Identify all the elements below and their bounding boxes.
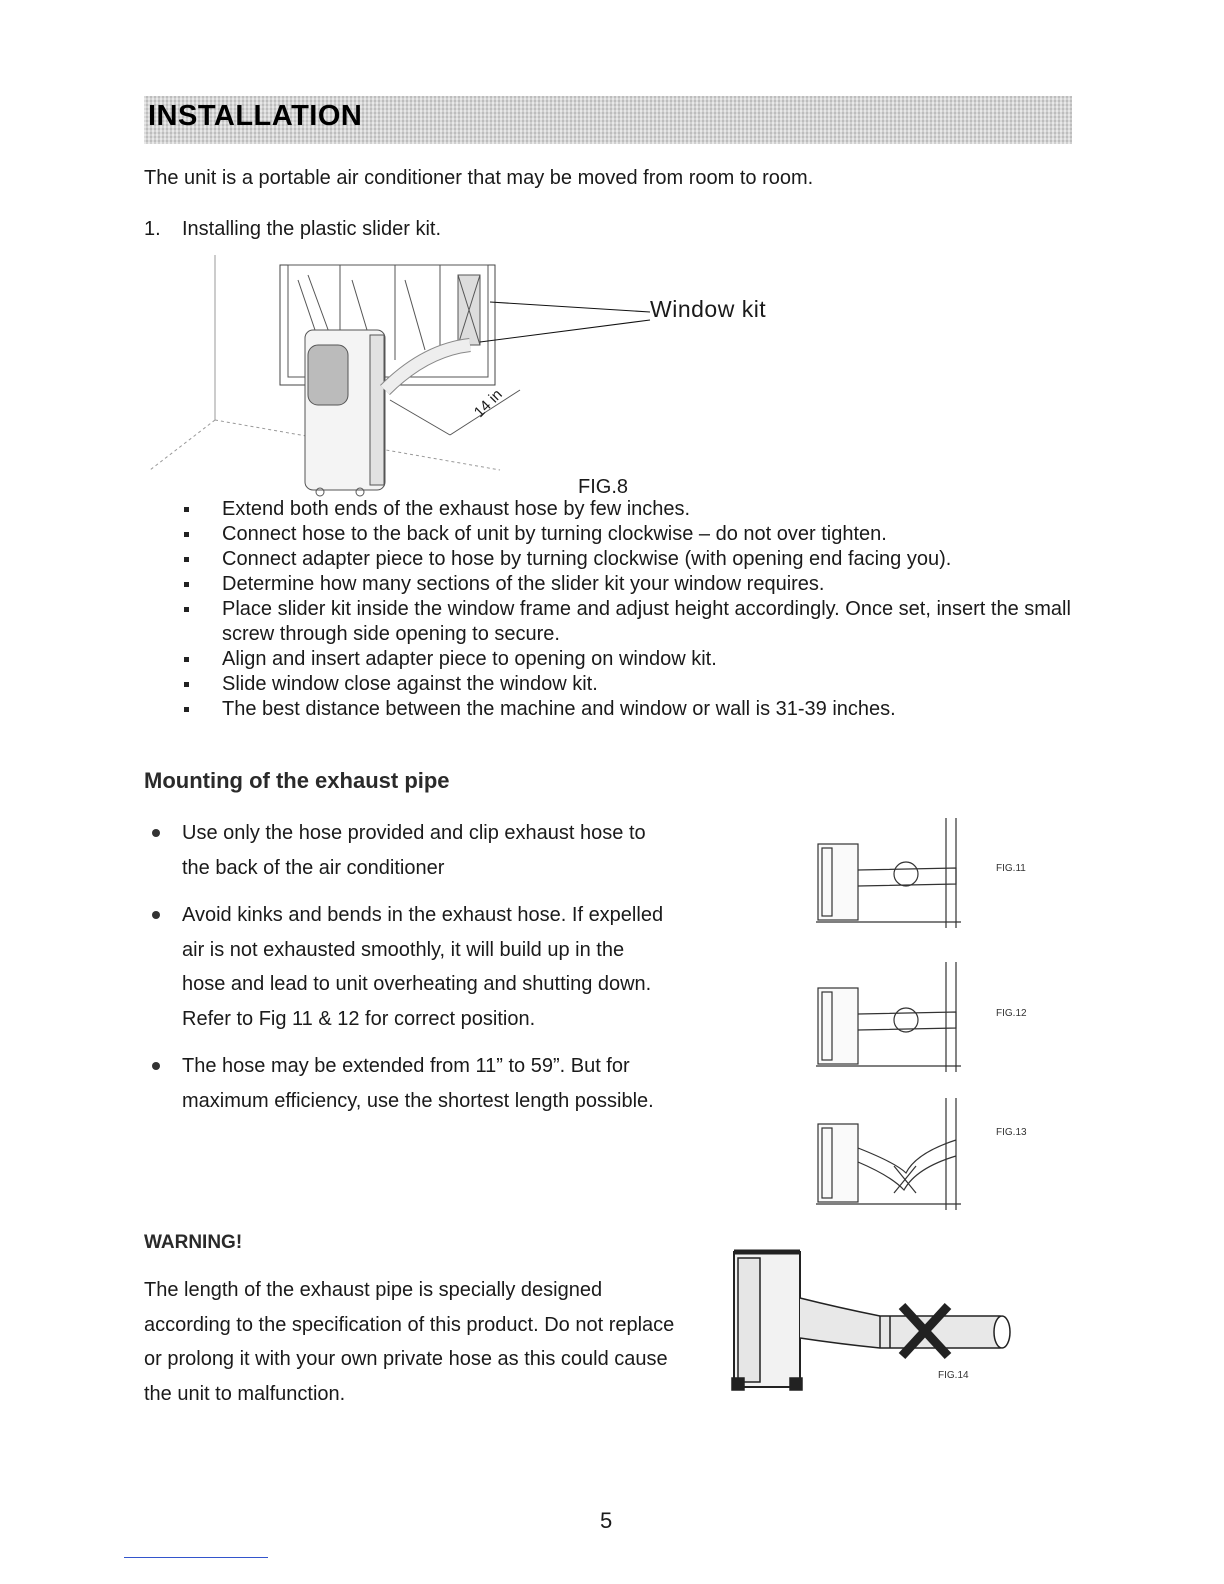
fig12-illustration [816, 962, 966, 1072]
fig8-caption: FIG.8 [578, 476, 629, 498]
list-item: Slide window close against the window kit. [184, 672, 1084, 697]
fig12-caption: FIG.12 [996, 1008, 1027, 1019]
list-item: Determine how many sections of the slider kit your window requires. [184, 572, 1084, 597]
warning-text: The length of the exhaust pipe is specially designed according to the specification of this product. Do not replace or prolong it with your own private hose as this could cause the unit to malfunction. [144, 1279, 675, 1405]
window-kit-illustration [140, 240, 660, 500]
mounting-list [150, 816, 670, 1131]
mounting-heading: Mounting of the exhaust pipe [144, 768, 450, 793]
fig13-illustration [816, 1098, 966, 1210]
list-item: Place slider kit inside the window frame and adjust height accordingly. Once set, insert the small screw through side opening to secure. [184, 597, 1084, 647]
list-item: Connect adapter piece to hose by turning clockwise (with opening end facing you). [184, 547, 1084, 572]
list-item: Align and insert adapter piece to opening on window kit. [184, 647, 1084, 672]
fig14-illustration [730, 1248, 1020, 1398]
intro-text: The unit is a portable air conditioner that may be moved from room to room. [144, 167, 814, 189]
step-text: Installing the plastic slider kit. [182, 218, 442, 240]
list-item: Connect hose to the back of unit by turning clockwise – do not over tighten. [184, 522, 1084, 547]
footer-rule [124, 1557, 268, 1558]
fig14-caption: FIG.14 [938, 1370, 969, 1381]
fig11-caption: FIG.11 [996, 863, 1026, 874]
window-kit-label: Window kit [650, 296, 767, 322]
step-1 [144, 218, 441, 241]
page-number: 5 [600, 1508, 613, 1533]
list-item: Extend both ends of the exhaust hose by few inches. [184, 497, 1084, 522]
fig13-caption: FIG.13 [996, 1127, 1027, 1138]
list-item: The hose may be extended from 11” to 59”. But for maximum efficiency, use the shortest length possible. [150, 1049, 670, 1118]
fig11-illustration [816, 818, 966, 928]
install-steps-list [184, 497, 1084, 722]
list-item: The best distance between the machine and window or wall is 31-39 inches. [184, 697, 1084, 722]
page-title: INSTALLATION [148, 100, 363, 132]
list-item: Use only the hose provided and clip exhaust hose to the back of the air conditioner [150, 816, 670, 885]
warning-heading: WARNING! [144, 1232, 243, 1253]
step-number: 1. [144, 218, 161, 240]
dimension-label: 14 in [470, 385, 506, 422]
list-item: Avoid kinks and bends in the exhaust hose. If expelled air is not exhausted smoothly, it will build up in the hose and lead to unit overheating and shutting down. Refer to Fig 11 & 12 for correct position. [150, 898, 670, 1036]
